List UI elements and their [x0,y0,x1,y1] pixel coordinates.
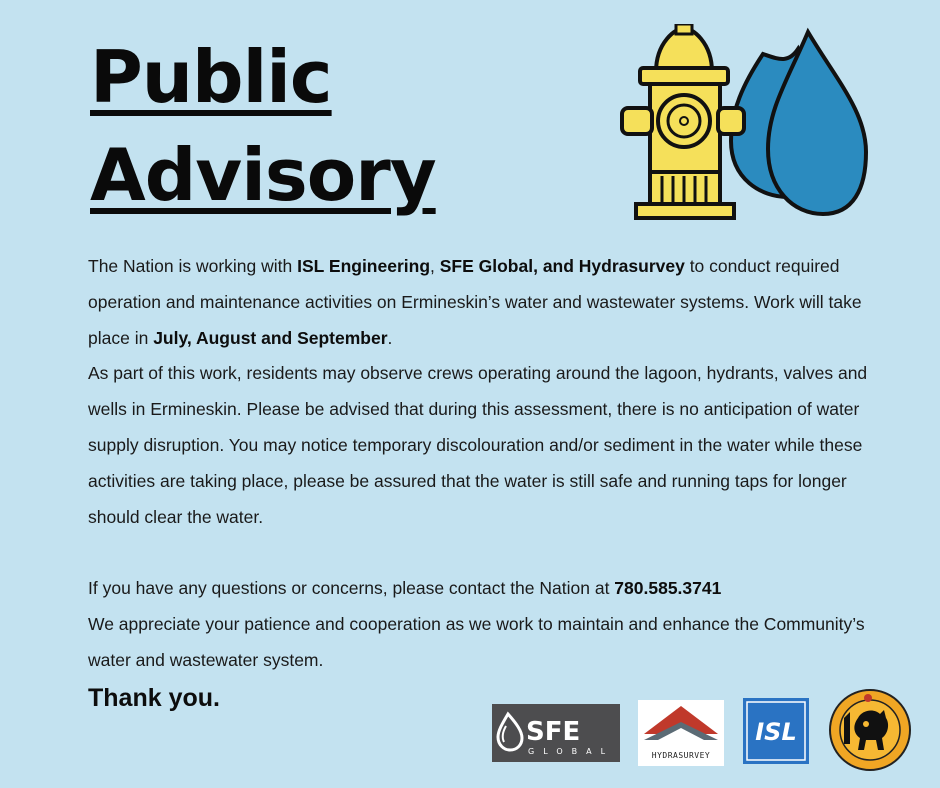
paragraph-contact: If you have any questions or concerns, please contact the Nation at 780.585.3741 [88,578,722,599]
isl-logo-text: ISL [755,718,797,746]
paragraph-partners: The Nation is working with ISL Engineering, SFE Global, and Hydrasurvey to conduct required operation and maintenance activities on Ermineskin’s water and wastewater systems. Work will take place in July, August and September. [88,256,862,348]
paragraph-details: As part of this work, residents may observe crews operating around the lagoon, hydrants, valves and wells in Ermineskin. Please be advised that during this assessment, there is no anticipation of water supply disruption. You may notice temporary discolouration and/or sediment in the water while these activities are taking place, please be assured that the water is still safe and running taps for longer should clear the water. [88,363,868,527]
sfe-logo-text: SFE [526,717,581,747]
sfe-global-logo [492,704,620,762]
hydrasurvey-logo-text: HYDRASURVEY [651,751,711,760]
page-title [90,28,436,224]
work-months: July, August and September [153,327,388,348]
contact-phone: 780.585.3741 [614,578,722,599]
paragraph-appreciation: We appreciate your patience and cooperation as we work to maintain and enhance the Community’s water and wastewater system. [88,613,865,670]
nation-seal-icon [828,688,912,772]
fire-hydrant-icon [618,24,868,224]
hydrasurvey-logo [638,700,724,766]
title-line-2: Advisory [90,133,436,217]
title-line-1: Public [90,35,332,119]
thank-you: Thank you. [88,684,220,712]
advisory-body [88,249,888,679]
partner-isl: ISL Engineering [297,256,431,276]
sfe-logo-subtext: GLOBAL [528,747,615,756]
isl-logo [743,698,809,764]
partner-others: SFE Global, and Hydrasurvey [439,256,685,276]
